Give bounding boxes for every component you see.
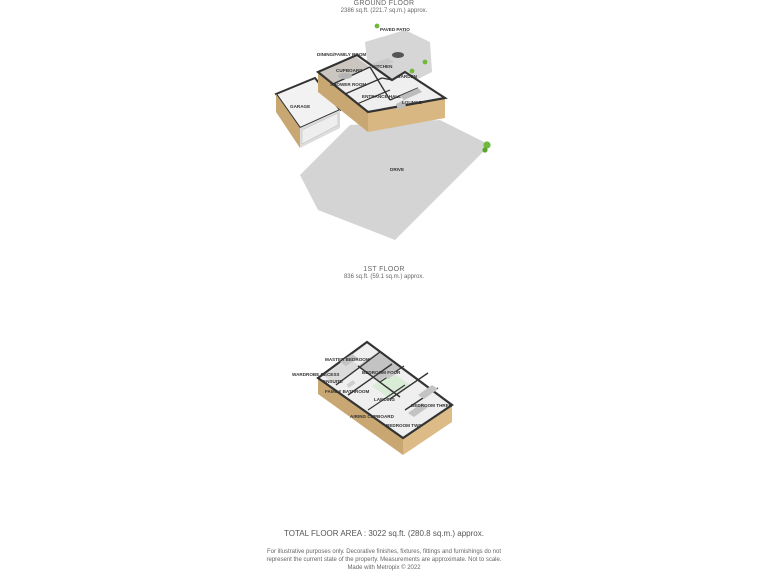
label-drive: DRIVE [390,167,405,172]
label-airing-cupboard: AIRING CUPBOARD [350,414,394,419]
label-family-bathroom: FAMILY BATHROOM [325,389,370,394]
label-landing: LANDING [374,397,395,402]
label-garage: GARAGE [290,104,311,109]
label-ensuite: ENSUITE [323,379,343,384]
patio-table [392,52,404,58]
ground-floor-plan [276,24,491,240]
disclaimer [0,548,768,572]
label-bedroom-three: BEDROOM THREE [411,403,452,408]
label-master-bedroom: MASTER BEDROOM [325,357,370,362]
label-cupboard: CUPBOARD [336,68,363,73]
first-floor-title: 1ST FLOOR [363,266,405,273]
label-wardrobe-recess: WARDROBE RECESS [292,372,340,377]
ground-floor-title: GROUND FLOOR [353,0,415,7]
disclaimer-line-3: Made with Metropix © 2022 [347,565,421,571]
label-entrance-hall: ENTRANCE HALL [362,94,402,99]
disclaimer-line-1: For illustrative purposes only. Decorative finishes, fixtures, fittings and furnishings do not [267,549,501,555]
label-garden: GARDEN [397,74,417,79]
label-kitchen: KITCHEN [372,64,393,69]
label-bedroom-four: BEDROOM FOUR [362,370,401,375]
ground-floor-area: 2386 sq.ft. (221.7 sq.m.) approx. [340,8,428,14]
drive-paving [300,120,490,240]
disclaimer-line-2: represent the current state of the property. Measurements are approximate. Not to scale. [266,557,502,563]
first-floor-plan [292,342,452,455]
total-floor-area: TOTAL FLOOR AREA : 3022 sq.ft. (280.8 sq.m.) approx. [284,529,484,538]
label-paved-patio: PAVED PATIO [380,27,410,32]
label-shower-room: SHOWER ROOM [330,82,367,87]
label-lounge: LOUNGE [402,100,422,105]
label-bedroom-two: BEDROOM TWO [386,423,422,428]
label-dining-family-room: DINING/FAMILY ROOM [317,52,367,57]
first-floor-area: 836 sq.ft. (59.1 sq.m.) approx. [343,274,425,280]
